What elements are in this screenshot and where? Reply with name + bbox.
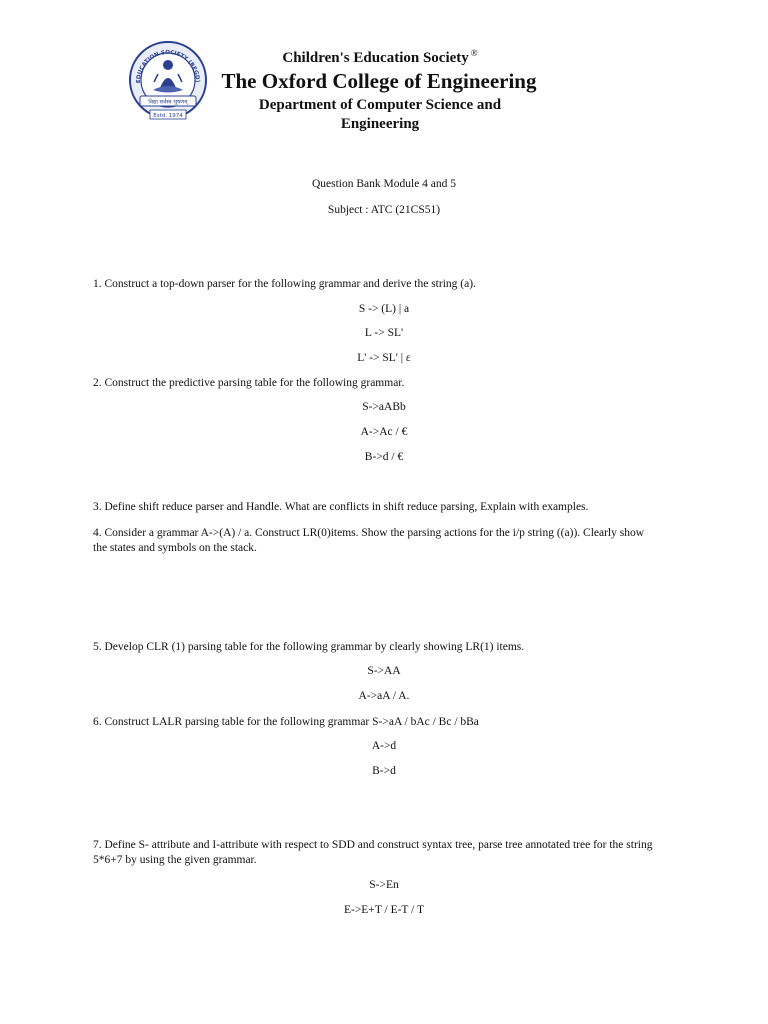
society-name-text: Children's Education Society [282,50,469,66]
question-1: 1. Construct a top-down parser for the following grammar and derive the string (a). [93,278,476,290]
question-3: 3. Define shift reduce parser and Handle. What are conflicts in shift reduce parsing, Explain with examples. [93,501,589,513]
question-bank-title: Question Bank Module 4 and 5 [311,178,457,190]
registered-mark: ® [470,48,478,58]
q7-grammar-line: E->E+T / E-T / T [343,904,425,916]
college-name: The Oxford College of Engineering [221,69,537,93]
q6-grammar-line: A->d [371,740,397,752]
q6-grammar-line: B->d [372,765,396,777]
q7-grammar-line: S->En [369,879,399,891]
q1-grammar-line: S -> (L) | a [358,303,410,315]
question-2: 2. Construct the predictive parsing table for the following grammar. [93,377,405,389]
q2-grammar-line: S->aABb [362,401,406,413]
society-name [200,48,560,67]
logo-established: Estd. 1974 [153,113,183,119]
department-line-1: Department of Computer Science and [258,97,502,113]
q5-grammar-line: A->aA / A. [358,690,410,702]
department-line-2: Engineering [340,116,420,132]
q2-grammar-line: B->d / € [364,451,404,463]
subject-line: Subject : ATC (21CS51) [327,204,441,216]
q2-grammar-line: A->Ac / € [360,426,408,438]
q1-grammar-line: L -> SL' [364,327,404,339]
logo-motto: विद्या सर्वस्व भूषणम् [148,99,188,106]
department-name [200,96,560,134]
q5-grammar-line: S->AA [367,665,401,677]
question-5: 5. Develop CLR (1) parsing table for the following grammar by clearly showing LR(1) items. [93,641,525,653]
q1-grammar-line: L' -> SL' | ε [357,352,411,364]
question-7: 7. Define S- attribute and I-attribute with respect to SDD and construct syntax tree, parse tree annotated tree for the string 5*6+7 by using the given grammar. [93,839,653,866]
logo-ring-text: EDUCATION SOCIETY (REGD) [135,49,201,84]
question-6: 6. Construct LALR parsing table for the following grammar S->aA / bAc / Bc / bBa [93,716,479,728]
question-4: 4. Consider a grammar A->(A) / a. Construct LR(0)items. Show the parsing actions for the i/p string ((a)). Clearly show the states and symbols on the stack. [93,527,645,554]
